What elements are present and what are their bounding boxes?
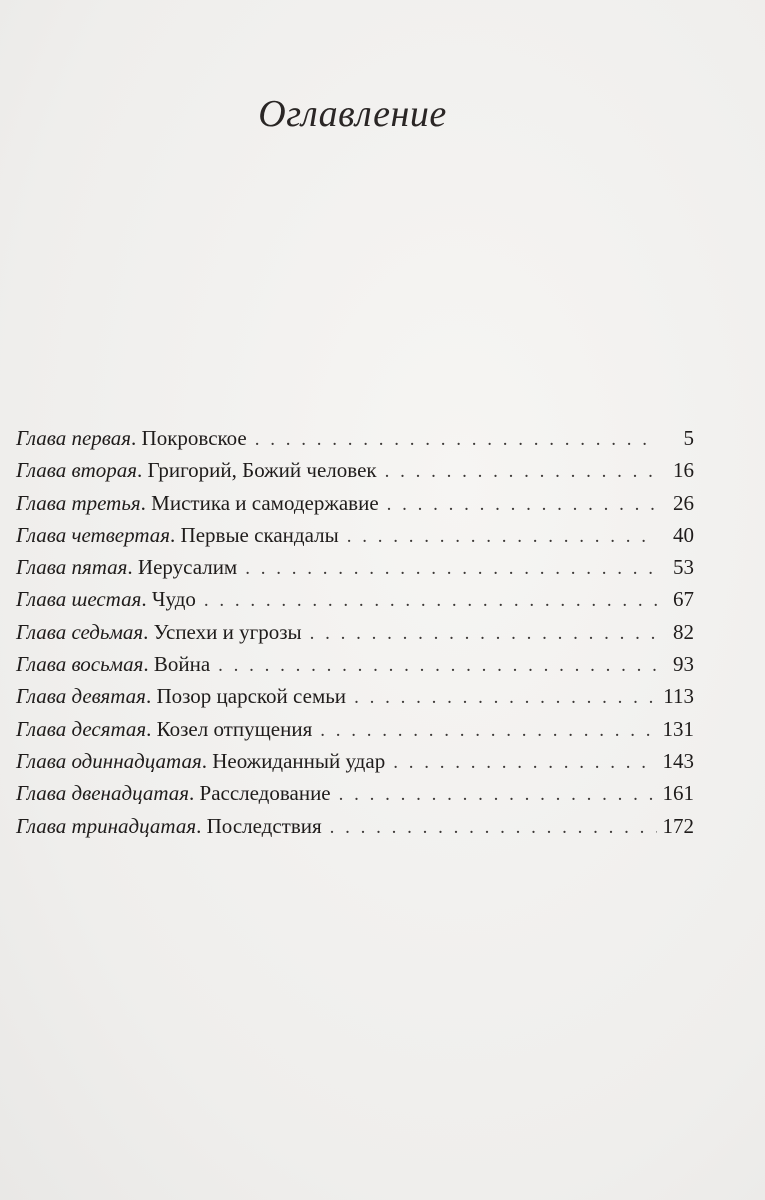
chapter-name: Неожиданный удар — [212, 748, 386, 773]
page-number: 82 — [673, 619, 694, 644]
toc-entry: Глава восьмая . Война . . . 93 — [16, 652, 694, 684]
dot-leader — [245, 558, 658, 580]
page-number: 172 — [662, 813, 694, 838]
toc-entry: Глава десятая . Козел отпущения . . . 131 — [16, 717, 694, 749]
toc-entry: Глава тринадцатая . Последствия . . . 172 — [16, 814, 694, 846]
page-number: 93 — [673, 652, 694, 677]
toc-entry: Глава шестая . Чудо . . . 67 — [16, 587, 694, 619]
page-number: 143 — [662, 748, 694, 773]
table-of-contents — [16, 426, 694, 846]
chapter-number: Глава одиннадцатая — [16, 748, 202, 773]
chapter-number: Глава седьмая — [16, 619, 144, 644]
dot-leader — [387, 494, 658, 516]
toc-entry: Глава четвертая . Первые скандалы . . . 40 — [16, 523, 694, 555]
chapter-number: Глава четвертая — [16, 522, 171, 547]
dot-leader — [330, 817, 657, 839]
page-number: 161 — [662, 781, 694, 806]
chapter-number: Глава третья — [16, 490, 141, 515]
chapter-number: Глава восьмая — [16, 652, 144, 677]
page-title: Оглавление — [258, 93, 447, 135]
page-number: 5 — [683, 426, 694, 450]
dot-leader — [310, 623, 658, 645]
dot-leader — [354, 687, 657, 709]
chapter-number: Глава двенадцатая — [16, 781, 190, 806]
toc-entry: Глава пятая . Иерусалим . . . 53 — [16, 555, 694, 587]
chapter-number: Глава вторая — [16, 458, 138, 483]
chapter-name: Чудо — [151, 587, 196, 612]
chapter-name: Позор царской семьи — [156, 684, 347, 709]
dot-leader — [339, 784, 657, 806]
dot-leader — [393, 752, 656, 774]
chapter-name: Григорий, Божий человек — [147, 458, 377, 483]
page-number: 26 — [673, 490, 694, 515]
chapter-name: Иерусалим — [137, 555, 238, 580]
toc-entry: Глава первая . Покровское . . . 5 — [16, 426, 694, 458]
chapter-number: Глава десятая — [16, 716, 147, 741]
chapter-name: Расследование — [199, 781, 331, 806]
chapter-number: Глава первая — [16, 426, 132, 450]
chapter-name: Успехи и угрозы — [153, 619, 302, 644]
chapter-name: Первые скандалы — [180, 522, 339, 547]
toc-entry: Глава двенадцатая . Расследование . . . 161 — [16, 781, 694, 813]
dot-leader — [204, 590, 658, 612]
page-number: 16 — [673, 458, 694, 483]
toc-entry: Глава девятая . Позор царской семьи . . . 113 — [16, 684, 694, 716]
toc-entry: Глава вторая . Григорий, Божий человек . . . 16 — [16, 458, 694, 490]
chapter-number: Глава девятая — [16, 684, 146, 709]
toc-entry: Глава седьмая . Успехи и угрозы . . . 82 — [16, 620, 694, 652]
page-number: 53 — [673, 555, 694, 580]
chapter-number: Глава пятая — [16, 555, 128, 580]
chapter-name: Покровское — [141, 426, 247, 450]
chapter-number: Глава тринадцатая — [16, 813, 197, 838]
toc-entry: Глава одиннадцатая . Неожиданный удар . . . 143 — [16, 749, 694, 781]
chapter-name: Война — [153, 652, 211, 677]
dot-leader — [347, 526, 658, 548]
chapter-name: Козел отпущения — [156, 716, 313, 741]
page-number: 113 — [663, 684, 694, 709]
chapter-name: Мистика и самодержавие — [151, 490, 379, 515]
chapter-name: Последствия — [206, 813, 322, 838]
page-number: 40 — [673, 522, 694, 547]
dot-leader — [255, 429, 658, 451]
toc-entry: Глава третья . Мистика и самодержавие . . . 26 — [16, 491, 694, 523]
page-number: 131 — [662, 716, 694, 741]
dot-leader — [320, 720, 656, 742]
dot-leader — [218, 655, 658, 677]
chapter-number: Глава шестая — [16, 587, 142, 612]
dot-leader — [385, 461, 658, 483]
page-number: 67 — [673, 587, 694, 612]
